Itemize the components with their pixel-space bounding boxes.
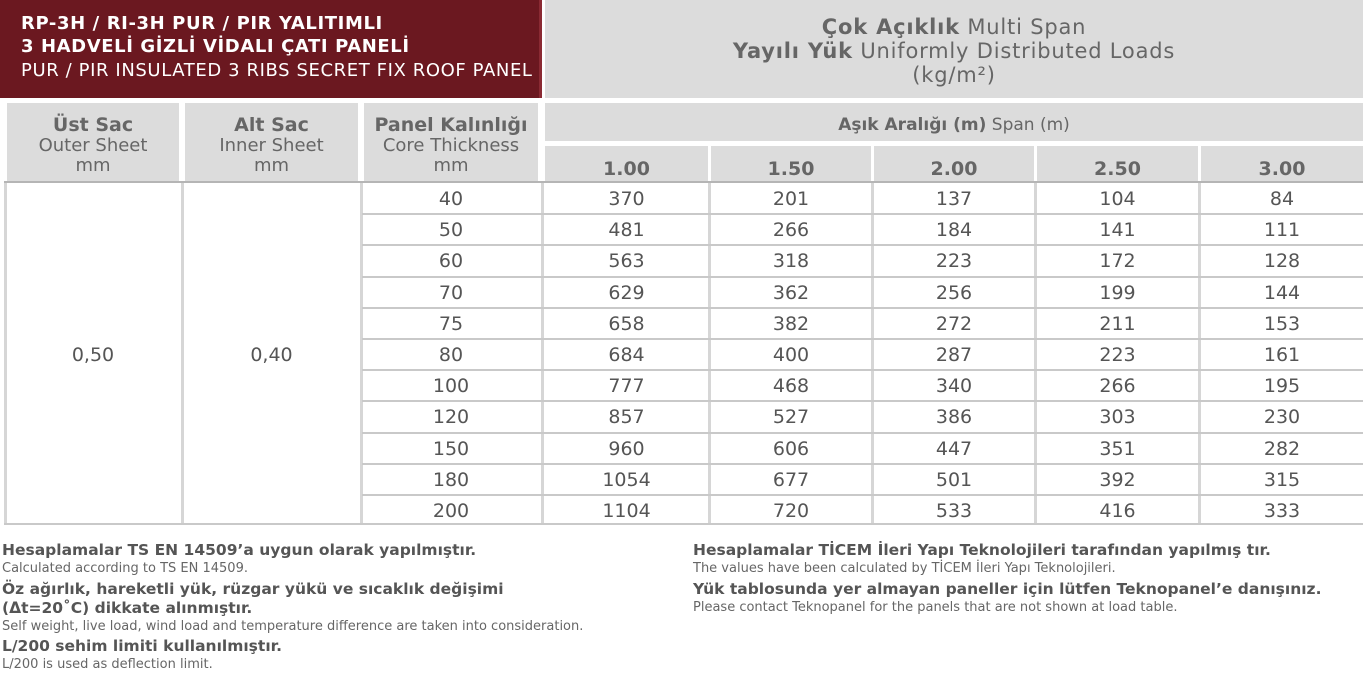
load-value-cell: 104 bbox=[1099, 188, 1136, 210]
row-divider bbox=[362, 276, 1363, 278]
load-value-cell: 1054 bbox=[602, 468, 651, 491]
span-col-3: 2.00 bbox=[874, 146, 1034, 181]
load-value-cell: 256 bbox=[935, 281, 973, 304]
title-tr-line2: 3 HADVELİ GİZLİ VİDALI ÇATI PANELİ bbox=[21, 36, 410, 57]
span-header-en: Span (m) bbox=[991, 115, 1070, 135]
span-col-5: 3.00 bbox=[1201, 146, 1363, 181]
load-value-cell: 199 bbox=[1099, 281, 1136, 304]
load-value-cell: 223 bbox=[1099, 344, 1136, 366]
core-thickness-cell: 150 bbox=[432, 437, 470, 460]
load-value-cell: 111 bbox=[1263, 219, 1301, 242]
load-value-cell: 362 bbox=[772, 281, 810, 304]
row-divider bbox=[362, 494, 1363, 496]
load-value-cell: 333 bbox=[1263, 500, 1301, 522]
note-calc-tr: Hesaplamalar TS EN 14509’a uygun olarak yapılmıştır. bbox=[2, 541, 477, 559]
load-value-cell: 857 bbox=[608, 406, 645, 429]
load-header-line1-rest: Multi Span bbox=[967, 15, 1087, 39]
core-thickness-cell: 75 bbox=[438, 312, 464, 335]
load-header-unit: (kg/m²) bbox=[912, 63, 996, 87]
row-divider bbox=[362, 463, 1363, 465]
load-value-cell: 501 bbox=[935, 468, 973, 491]
load-value-cell: 272 bbox=[935, 312, 973, 335]
row-divider bbox=[362, 307, 1363, 309]
load-value-cell: 606 bbox=[772, 437, 810, 460]
load-value-cell: 318 bbox=[772, 250, 810, 273]
load-value-cell: 400 bbox=[772, 344, 810, 366]
title-en: PUR / PIR INSULATED 3 RIBS SECRET FIX ROOF PANEL bbox=[21, 60, 533, 81]
core-thickness-cell: 120 bbox=[432, 406, 470, 429]
note-loads-tr-2: (Δt=20˚C) dikkate alınmıştır. bbox=[2, 599, 253, 617]
core-thickness-cell: 100 bbox=[432, 375, 470, 398]
col-inner-en: Inner Sheet bbox=[219, 135, 324, 156]
col-core-tr: Panel Kalınlığı bbox=[374, 114, 528, 136]
outer-sheet-value: 0,50 bbox=[71, 344, 115, 366]
load-value-cell: 144 bbox=[1263, 281, 1301, 304]
load-value-cell: 563 bbox=[608, 250, 645, 273]
load-value-cell: 266 bbox=[772, 219, 810, 242]
load-value-cell: 287 bbox=[935, 344, 973, 366]
row-divider bbox=[362, 400, 1363, 402]
load-value-cell: 684 bbox=[608, 344, 645, 366]
load-value-cell: 382 bbox=[772, 312, 810, 335]
load-header-line1-bold: Çok Açıklık bbox=[821, 15, 960, 39]
notes-left bbox=[2, 541, 662, 673]
col-core-en: Core Thickness bbox=[382, 135, 520, 156]
col-inner-unit: mm bbox=[253, 155, 290, 176]
col-inner-tr: Alt Sac bbox=[234, 114, 309, 136]
load-header bbox=[545, 0, 1363, 98]
load-value-cell: 533 bbox=[935, 500, 973, 522]
load-value-cell: 677 bbox=[772, 468, 810, 491]
load-header-line2-bold: Yayılı Yük bbox=[732, 39, 853, 63]
load-value-cell: 629 bbox=[608, 281, 645, 304]
load-header-line2 bbox=[545, 39, 1363, 63]
note-ticem-tr: Hesaplamalar TİCEM İleri Yapı Teknolojileri tarafından yapılmış tır. bbox=[693, 541, 1271, 559]
load-value-cell: 266 bbox=[1099, 375, 1136, 398]
core-thickness-cell: 50 bbox=[438, 219, 464, 242]
col-outer-tr: Üst Sac bbox=[52, 114, 134, 136]
load-value-cell: 84 bbox=[1269, 188, 1295, 210]
load-value-cell: 468 bbox=[772, 375, 810, 398]
load-value-cell: 282 bbox=[1263, 437, 1301, 460]
load-value-cell: 351 bbox=[1099, 437, 1136, 460]
load-value-cell: 392 bbox=[1099, 468, 1136, 491]
load-value-cell: 223 bbox=[935, 250, 973, 273]
column-divider bbox=[4, 183, 7, 524]
column-divider bbox=[360, 183, 363, 524]
core-thickness-cell: 180 bbox=[432, 468, 470, 491]
col-header-outer bbox=[7, 103, 179, 181]
note-loads-en: Self weight, live load, wind load and temperature difference are taken into consideration. bbox=[2, 619, 584, 634]
load-value-cell: 303 bbox=[1099, 406, 1136, 429]
load-value-cell: 201 bbox=[772, 188, 810, 210]
load-value-cell: 230 bbox=[1263, 406, 1301, 429]
col-header-core bbox=[364, 103, 538, 181]
table-bottom-border bbox=[4, 523, 1363, 525]
load-value-cell: 416 bbox=[1099, 500, 1136, 522]
note-ticem-en: The values have been calculated by TİCEM İleri Yapı Teknolojileri. bbox=[693, 561, 1116, 576]
row-divider bbox=[362, 369, 1363, 371]
span-col-2: 1.50 bbox=[711, 146, 871, 181]
load-value-cell: 1104 bbox=[602, 500, 651, 522]
load-value-cell: 137 bbox=[935, 188, 973, 210]
inner-sheet-value: 0,40 bbox=[250, 344, 293, 366]
load-value-cell: 211 bbox=[1099, 312, 1136, 335]
core-thickness-cell: 200 bbox=[432, 500, 470, 522]
span-col-1: 1.00 bbox=[545, 146, 708, 181]
note-loads-tr: Öz ağırlık, hareketli yük, rüzgar yükü ve sıcaklık değişimi bbox=[2, 580, 504, 598]
load-value-cell: 960 bbox=[608, 437, 645, 460]
span-header-tr: Aşık Aralığı (m) bbox=[838, 115, 987, 135]
load-value-cell: 184 bbox=[935, 219, 973, 242]
note-deflection-tr: L/200 sehim limiti kullanılmıştır. bbox=[2, 637, 282, 655]
col-core-unit: mm bbox=[433, 155, 469, 176]
column-divider bbox=[541, 183, 544, 524]
load-value-cell: 195 bbox=[1263, 375, 1301, 398]
load-value-cell: 315 bbox=[1263, 468, 1301, 491]
load-value-cell: 447 bbox=[935, 437, 973, 460]
note-contact-tr: Yük tablosunda yer almayan paneller için lütfen Teknopanel’e danışınız. bbox=[693, 580, 1322, 598]
row-divider bbox=[362, 432, 1363, 434]
core-thickness-cell: 70 bbox=[438, 281, 464, 304]
note-calc-en: Calculated according to TS EN 14509. bbox=[2, 561, 248, 576]
load-value-cell: 161 bbox=[1263, 344, 1301, 366]
load-value-cell: 527 bbox=[772, 406, 810, 429]
span-header bbox=[545, 103, 1363, 141]
load-value-cell: 340 bbox=[935, 375, 973, 398]
load-value-cell: 370 bbox=[608, 188, 645, 210]
table-header-border bbox=[4, 181, 1363, 183]
load-header-line2-rest: Uniformly Distributed Loads bbox=[860, 39, 1176, 63]
notes-right bbox=[693, 541, 1363, 616]
load-value-cell: 153 bbox=[1263, 312, 1301, 335]
load-value-cell: 172 bbox=[1099, 250, 1136, 273]
load-value-cell: 720 bbox=[772, 500, 810, 522]
col-header-inner bbox=[185, 103, 358, 181]
core-thickness-cell: 80 bbox=[438, 344, 464, 366]
column-divider bbox=[181, 183, 184, 524]
load-header-line1 bbox=[545, 15, 1363, 39]
note-contact-en: Please contact Teknopanel for the panels that are not shown at load table. bbox=[693, 600, 1178, 615]
note-deflection-en: L/200 is used as deflection limit. bbox=[2, 657, 213, 672]
row-divider bbox=[362, 213, 1363, 215]
core-thickness-cell: 60 bbox=[438, 250, 464, 273]
title-box bbox=[0, 0, 542, 98]
load-value-cell: 777 bbox=[608, 375, 645, 398]
col-outer-unit: mm bbox=[75, 155, 111, 176]
core-thickness-cell: 40 bbox=[438, 188, 464, 210]
load-value-cell: 141 bbox=[1099, 219, 1136, 242]
col-outer-en: Outer Sheet bbox=[38, 135, 148, 156]
row-divider bbox=[362, 338, 1363, 340]
row-divider bbox=[362, 244, 1363, 246]
span-col-4: 2.50 bbox=[1037, 146, 1198, 181]
load-value-cell: 128 bbox=[1263, 250, 1301, 273]
load-value-cell: 481 bbox=[608, 219, 645, 242]
load-value-cell: 658 bbox=[608, 312, 645, 335]
title-tr-line1: RP-3H / RI-3H PUR / PIR YALITIMLI bbox=[21, 13, 383, 34]
load-value-cell: 386 bbox=[935, 406, 973, 429]
